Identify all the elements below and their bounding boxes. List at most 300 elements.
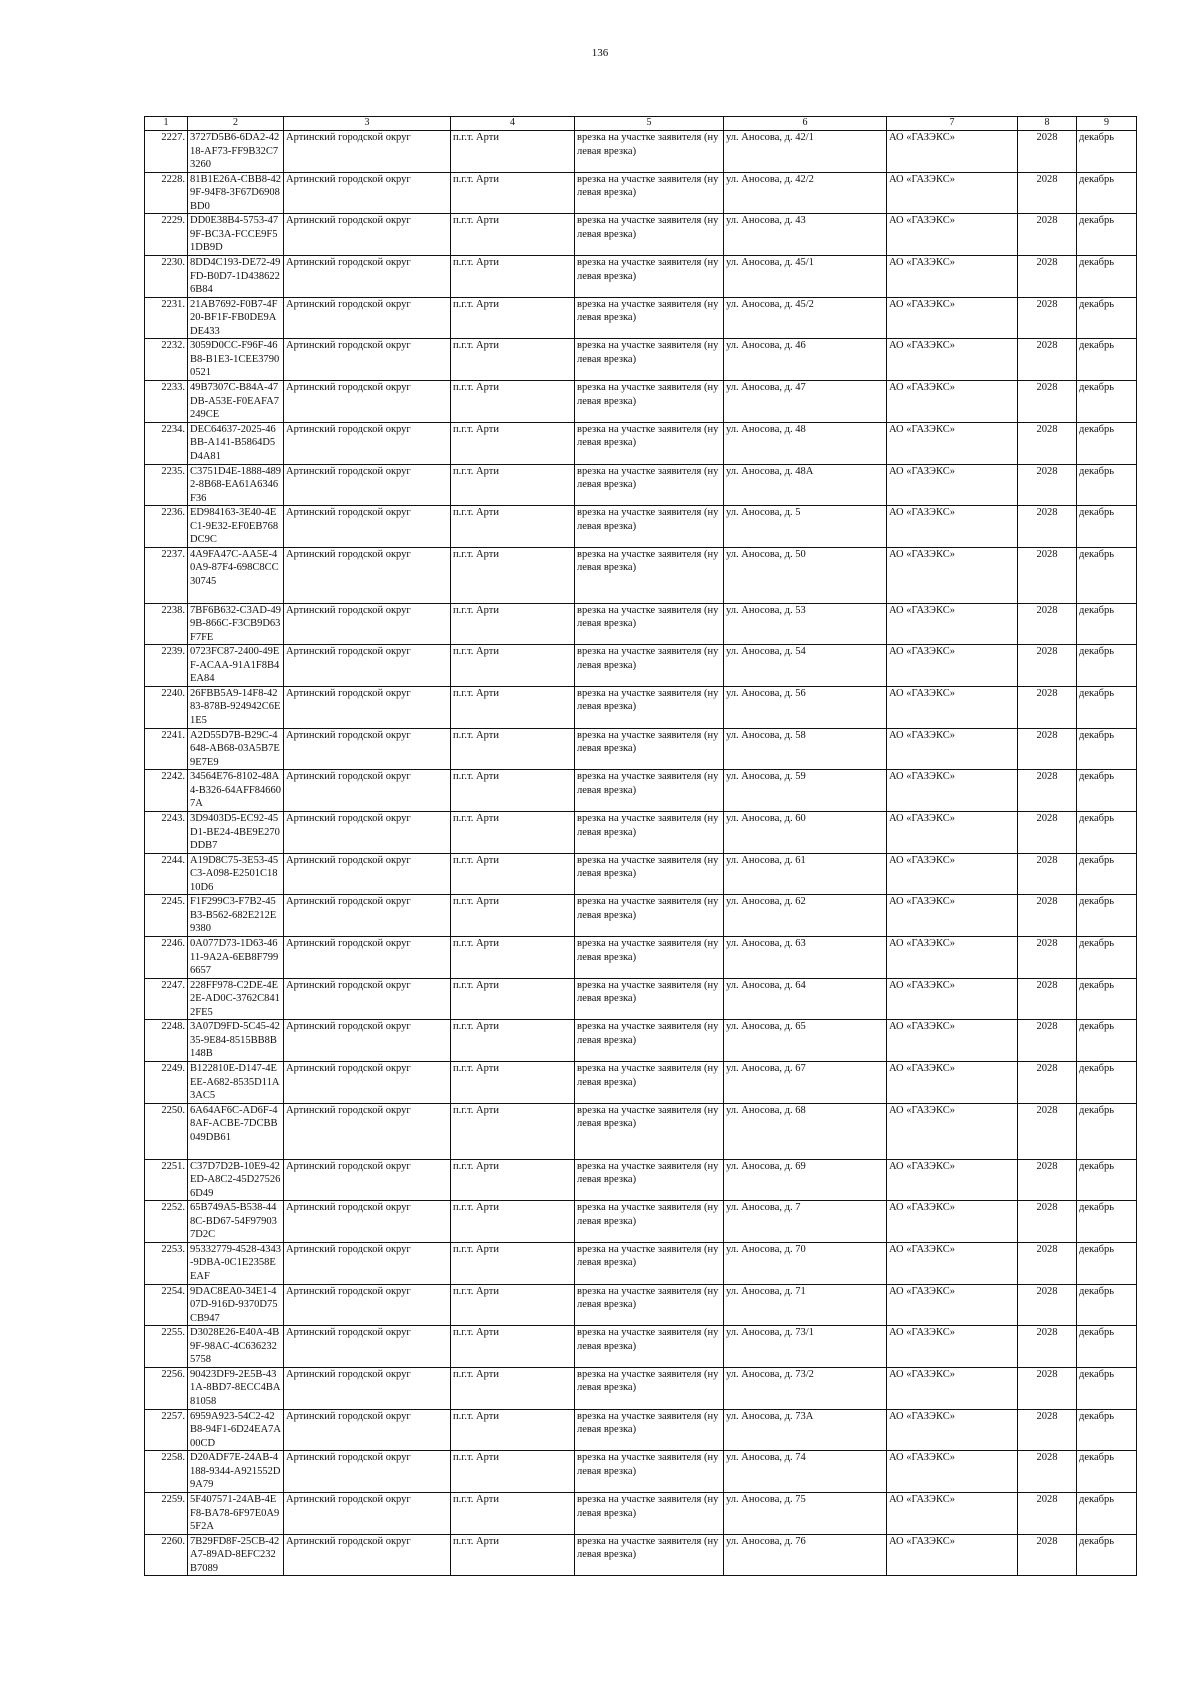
- organization-cell: АО «ГАЗЭКС»: [887, 853, 1018, 895]
- column-header-8: 8: [1018, 117, 1077, 131]
- organization-cell: АО «ГАЗЭКС»: [887, 686, 1018, 728]
- work-type-cell: врезка на участке заявителя (нулевая врезка): [575, 422, 724, 464]
- organization-cell: АО «ГАЗЭКС»: [887, 1493, 1018, 1535]
- locality-name-cell: п.г.т. Арти: [451, 1451, 575, 1493]
- year-cell: 2028: [1018, 464, 1077, 506]
- year-cell: 2028: [1018, 172, 1077, 214]
- district-name-cell: Артинский городской округ: [284, 1201, 451, 1243]
- object-guid-cell: 95332779-4528-4343-9DBA-0C1E2358EEAF: [188, 1242, 284, 1284]
- address-cell: ул. Аносова, д. 47: [724, 381, 887, 423]
- district-name-cell: Артинский городской округ: [284, 770, 451, 812]
- district-name-cell: Артинский городской округ: [284, 1242, 451, 1284]
- locality-name-cell: п.г.т. Арти: [451, 422, 575, 464]
- object-guid-cell: A2D55D7B-B29C-4648-AB68-03A5B7E9E7E9: [188, 728, 284, 770]
- work-type-cell: врезка на участке заявителя (нулевая врезка): [575, 547, 724, 603]
- object-guid-cell: D20ADF7E-24AB-4188-9344-A921552D9A79: [188, 1451, 284, 1493]
- column-header-4: 4: [451, 117, 575, 131]
- address-cell: ул. Аносова, д. 67: [724, 1062, 887, 1104]
- column-header-5: 5: [575, 117, 724, 131]
- year-cell: 2028: [1018, 256, 1077, 298]
- locality-name-cell: п.г.т. Арти: [451, 645, 575, 687]
- month-cell: декабрь: [1077, 339, 1137, 381]
- table-row: [145, 131, 1137, 173]
- object-guid-cell: 3D9403D5-EC92-45D1-BE24-4BE9E270DDB7: [188, 812, 284, 854]
- district-name-cell: Артинский городской округ: [284, 645, 451, 687]
- table-row: [145, 214, 1137, 256]
- row-number-cell: 2249.: [145, 1062, 188, 1104]
- month-cell: декабрь: [1077, 1201, 1137, 1243]
- object-guid-cell: 7B29FD8F-25CB-42A7-89AD-8EFC232B7089: [188, 1534, 284, 1576]
- object-guid-cell: C3751D4E-1888-4892-8B68-EA61A6346F36: [188, 464, 284, 506]
- organization-cell: АО «ГАЗЭКС»: [887, 978, 1018, 1020]
- year-cell: 2028: [1018, 978, 1077, 1020]
- district-name-cell: Артинский городской округ: [284, 256, 451, 298]
- work-type-cell: врезка на участке заявителя (нулевая врезка): [575, 895, 724, 937]
- district-name-cell: Артинский городской округ: [284, 895, 451, 937]
- month-cell: декабрь: [1077, 547, 1137, 603]
- address-cell: ул. Аносова, д. 42/1: [724, 131, 887, 173]
- page-number: 136: [591, 47, 609, 59]
- work-type-cell: врезка на участке заявителя (нулевая врезка): [575, 937, 724, 979]
- work-type-cell: врезка на участке заявителя (нулевая врезка): [575, 1326, 724, 1368]
- object-guid-cell: DEC64637-2025-46BB-A141-B5864D5D4A81: [188, 422, 284, 464]
- month-cell: декабрь: [1077, 812, 1137, 854]
- address-cell: ул. Аносова, д. 43: [724, 214, 887, 256]
- object-guid-cell: 228FF978-C2DE-4E2E-AD0C-3762C8412FE5: [188, 978, 284, 1020]
- locality-name-cell: п.г.т. Арти: [451, 381, 575, 423]
- row-number-cell: 2242.: [145, 770, 188, 812]
- organization-cell: АО «ГАЗЭКС»: [887, 256, 1018, 298]
- year-cell: 2028: [1018, 131, 1077, 173]
- address-cell: ул. Аносова, д. 64: [724, 978, 887, 1020]
- locality-name-cell: п.г.т. Арти: [451, 131, 575, 173]
- object-guid-cell: 90423DF9-2E5B-431A-8BD7-8ECC4BA81058: [188, 1367, 284, 1409]
- work-type-cell: врезка на участке заявителя (нулевая врезка): [575, 978, 724, 1020]
- row-number-cell: 2260.: [145, 1534, 188, 1576]
- month-cell: декабрь: [1077, 1326, 1137, 1368]
- year-cell: 2028: [1018, 1493, 1077, 1535]
- object-guid-cell: 65B749A5-B538-448C-BD67-54F979037D2C: [188, 1201, 284, 1243]
- object-guid-cell: C37D7D2B-10E9-42ED-A8C2-45D275266D49: [188, 1159, 284, 1201]
- address-cell: ул. Аносова, д. 54: [724, 645, 887, 687]
- month-cell: декабрь: [1077, 686, 1137, 728]
- organization-cell: АО «ГАЗЭКС»: [887, 1159, 1018, 1201]
- organization-cell: АО «ГАЗЭКС»: [887, 214, 1018, 256]
- address-cell: ул. Аносова, д. 46: [724, 339, 887, 381]
- work-type-cell: врезка на участке заявителя (нулевая врезка): [575, 1103, 724, 1159]
- table-row: [145, 1159, 1137, 1201]
- work-type-cell: врезка на участке заявителя (нулевая врезка): [575, 1534, 724, 1576]
- work-type-cell: врезка на участке заявителя (нулевая врезка): [575, 1242, 724, 1284]
- column-header-9: 9: [1077, 117, 1137, 131]
- row-number-cell: 2245.: [145, 895, 188, 937]
- district-name-cell: Артинский городской округ: [284, 381, 451, 423]
- organization-cell: АО «ГАЗЭКС»: [887, 172, 1018, 214]
- table-row: [145, 1201, 1137, 1243]
- organization-cell: АО «ГАЗЭКС»: [887, 1242, 1018, 1284]
- organization-cell: АО «ГАЗЭКС»: [887, 728, 1018, 770]
- month-cell: декабрь: [1077, 1367, 1137, 1409]
- district-name-cell: Артинский городской округ: [284, 172, 451, 214]
- district-name-cell: Артинский городской округ: [284, 214, 451, 256]
- month-cell: декабрь: [1077, 937, 1137, 979]
- work-type-cell: врезка на участке заявителя (нулевая врезка): [575, 1201, 724, 1243]
- row-number-cell: 2238.: [145, 603, 188, 645]
- month-cell: декабрь: [1077, 131, 1137, 173]
- organization-cell: АО «ГАЗЭКС»: [887, 339, 1018, 381]
- object-guid-cell: 3A07D9FD-5C45-4235-9E84-8515BB8B148B: [188, 1020, 284, 1062]
- locality-name-cell: п.г.т. Арти: [451, 1242, 575, 1284]
- table-row: [145, 978, 1137, 1020]
- month-cell: декабрь: [1077, 1493, 1137, 1535]
- table-row: [145, 1284, 1137, 1326]
- row-number-cell: 2232.: [145, 339, 188, 381]
- district-name-cell: Артинский городской округ: [284, 686, 451, 728]
- locality-name-cell: п.г.т. Арти: [451, 1493, 575, 1535]
- table-row: [145, 895, 1137, 937]
- year-cell: 2028: [1018, 728, 1077, 770]
- row-number-cell: 2237.: [145, 547, 188, 603]
- table-row: [145, 1493, 1137, 1535]
- year-cell: 2028: [1018, 603, 1077, 645]
- year-cell: 2028: [1018, 770, 1077, 812]
- organization-cell: АО «ГАЗЭКС»: [887, 770, 1018, 812]
- table-row: [145, 464, 1137, 506]
- row-number-cell: 2255.: [145, 1326, 188, 1368]
- year-cell: 2028: [1018, 853, 1077, 895]
- month-cell: декабрь: [1077, 172, 1137, 214]
- object-guid-cell: 0A077D73-1D63-4611-9A2A-6EB8F7996657: [188, 937, 284, 979]
- table-row: [145, 339, 1137, 381]
- year-cell: 2028: [1018, 1534, 1077, 1576]
- month-cell: декабрь: [1077, 214, 1137, 256]
- object-guid-cell: 8DD4C193-DE72-49FD-B0D7-1D4386226B84: [188, 256, 284, 298]
- work-type-cell: врезка на участке заявителя (нулевая врезка): [575, 381, 724, 423]
- month-cell: декабрь: [1077, 1451, 1137, 1493]
- object-guid-cell: 34564E76-8102-48A4-B326-64AFF846607A: [188, 770, 284, 812]
- object-guid-cell: D3028E26-E40A-4B9F-98AC-4C6362325758: [188, 1326, 284, 1368]
- year-cell: 2028: [1018, 645, 1077, 687]
- work-type-cell: врезка на участке заявителя (нулевая врезка): [575, 1493, 724, 1535]
- row-number-cell: 2253.: [145, 1242, 188, 1284]
- district-name-cell: Артинский городской округ: [284, 339, 451, 381]
- district-name-cell: Артинский городской округ: [284, 464, 451, 506]
- object-guid-cell: A19D8C75-3E53-45C3-A098-E2501C1810D6: [188, 853, 284, 895]
- object-guid-cell: 4A9FA47C-AA5E-40A9-87F4-698C8CC30745: [188, 547, 284, 603]
- work-type-cell: врезка на участке заявителя (нулевая врезка): [575, 1159, 724, 1201]
- month-cell: декабрь: [1077, 1409, 1137, 1451]
- month-cell: декабрь: [1077, 770, 1137, 812]
- address-cell: ул. Аносова, д. 75: [724, 1493, 887, 1535]
- locality-name-cell: п.г.т. Арти: [451, 1534, 575, 1576]
- row-number-cell: 2247.: [145, 978, 188, 1020]
- locality-name-cell: п.г.т. Арти: [451, 770, 575, 812]
- district-name-cell: Артинский городской округ: [284, 812, 451, 854]
- object-guid-cell: 26FBB5A9-14F8-4283-878B-924942C6E1E5: [188, 686, 284, 728]
- locality-name-cell: п.г.т. Арти: [451, 297, 575, 339]
- row-number-cell: 2233.: [145, 381, 188, 423]
- month-cell: декабрь: [1077, 256, 1137, 298]
- district-name-cell: Артинский городской округ: [284, 1103, 451, 1159]
- table-row: [145, 1326, 1137, 1368]
- work-type-cell: врезка на участке заявителя (нулевая врезка): [575, 172, 724, 214]
- locality-name-cell: п.г.т. Арти: [451, 339, 575, 381]
- locality-name-cell: п.г.т. Арти: [451, 1409, 575, 1451]
- organization-cell: АО «ГАЗЭКС»: [887, 1409, 1018, 1451]
- month-cell: декабрь: [1077, 422, 1137, 464]
- table-row: [145, 645, 1137, 687]
- schedule-table: [144, 116, 1137, 1576]
- row-number-cell: 2259.: [145, 1493, 188, 1535]
- district-name-cell: Артинский городской округ: [284, 131, 451, 173]
- year-cell: 2028: [1018, 1159, 1077, 1201]
- district-name-cell: Артинский городской округ: [284, 1159, 451, 1201]
- column-header-3: 3: [284, 117, 451, 131]
- work-type-cell: врезка на участке заявителя (нулевая врезка): [575, 464, 724, 506]
- row-number-cell: 2246.: [145, 937, 188, 979]
- object-guid-cell: 9DAC8EA0-34E1-407D-916D-9370D75CB947: [188, 1284, 284, 1326]
- table-row: [145, 506, 1137, 548]
- work-type-cell: врезка на участке заявителя (нулевая врезка): [575, 256, 724, 298]
- address-cell: ул. Аносова, д. 58: [724, 728, 887, 770]
- address-cell: ул. Аносова, д. 48А: [724, 464, 887, 506]
- row-number-cell: 2250.: [145, 1103, 188, 1159]
- district-name-cell: Артинский городской округ: [284, 1326, 451, 1368]
- year-cell: 2028: [1018, 214, 1077, 256]
- row-number-cell: 2256.: [145, 1367, 188, 1409]
- locality-name-cell: п.г.т. Арти: [451, 506, 575, 548]
- organization-cell: АО «ГАЗЭКС»: [887, 1062, 1018, 1104]
- locality-name-cell: п.г.т. Арти: [451, 978, 575, 1020]
- year-cell: 2028: [1018, 686, 1077, 728]
- table-row: [145, 1409, 1137, 1451]
- month-cell: декабрь: [1077, 1062, 1137, 1104]
- month-cell: декабрь: [1077, 1534, 1137, 1576]
- organization-cell: АО «ГАЗЭКС»: [887, 1451, 1018, 1493]
- district-name-cell: Артинский городской округ: [284, 1020, 451, 1062]
- object-guid-cell: 7BF6B632-C3AD-499B-866C-F3CB9D63F7FE: [188, 603, 284, 645]
- address-cell: ул. Аносова, д. 74: [724, 1451, 887, 1493]
- object-guid-cell: 21AB7692-F0B7-4F20-BF1F-FB0DE9ADE433: [188, 297, 284, 339]
- year-cell: 2028: [1018, 547, 1077, 603]
- locality-name-cell: п.г.т. Арти: [451, 686, 575, 728]
- month-cell: декабрь: [1077, 1284, 1137, 1326]
- table-row: [145, 728, 1137, 770]
- locality-name-cell: п.г.т. Арти: [451, 1159, 575, 1201]
- year-cell: 2028: [1018, 1284, 1077, 1326]
- organization-cell: АО «ГАЗЭКС»: [887, 812, 1018, 854]
- work-type-cell: врезка на участке заявителя (нулевая врезка): [575, 645, 724, 687]
- address-cell: ул. Аносова, д. 73А: [724, 1409, 887, 1451]
- row-number-cell: 2227.: [145, 131, 188, 173]
- locality-name-cell: п.г.т. Арти: [451, 1020, 575, 1062]
- year-cell: 2028: [1018, 937, 1077, 979]
- work-type-cell: врезка на участке заявителя (нулевая врезка): [575, 1451, 724, 1493]
- month-cell: декабрь: [1077, 1242, 1137, 1284]
- object-guid-cell: 81B1E26A-CBB8-429F-94F8-3F67D6908BD0: [188, 172, 284, 214]
- table-row: [145, 547, 1137, 603]
- row-number-cell: 2239.: [145, 645, 188, 687]
- locality-name-cell: п.г.т. Арти: [451, 1103, 575, 1159]
- month-cell: декабрь: [1077, 506, 1137, 548]
- work-type-cell: врезка на участке заявителя (нулевая врезка): [575, 1020, 724, 1062]
- district-name-cell: Артинский городской округ: [284, 728, 451, 770]
- organization-cell: АО «ГАЗЭКС»: [887, 1020, 1018, 1062]
- work-type-cell: врезка на участке заявителя (нулевая врезка): [575, 131, 724, 173]
- object-guid-cell: ED984163-3E40-4EC1-9E32-EF0EB768DC9C: [188, 506, 284, 548]
- organization-cell: АО «ГАЗЭКС»: [887, 645, 1018, 687]
- organization-cell: АО «ГАЗЭКС»: [887, 937, 1018, 979]
- table-row: [145, 381, 1137, 423]
- object-guid-cell: 49B7307C-B84A-47DB-A53E-F0EAFA7249CE: [188, 381, 284, 423]
- table-body: [145, 131, 1137, 1576]
- year-cell: 2028: [1018, 1103, 1077, 1159]
- row-number-cell: 2257.: [145, 1409, 188, 1451]
- locality-name-cell: п.г.т. Арти: [451, 1367, 575, 1409]
- work-type-cell: врезка на участке заявителя (нулевая врезка): [575, 214, 724, 256]
- organization-cell: АО «ГАЗЭКС»: [887, 895, 1018, 937]
- year-cell: 2028: [1018, 1451, 1077, 1493]
- table-row: [145, 422, 1137, 464]
- table-row: [145, 1062, 1137, 1104]
- district-name-cell: Артинский городской округ: [284, 422, 451, 464]
- district-name-cell: Артинский городской округ: [284, 1493, 451, 1535]
- locality-name-cell: п.г.т. Арти: [451, 895, 575, 937]
- row-number-cell: 2235.: [145, 464, 188, 506]
- organization-cell: АО «ГАЗЭКС»: [887, 422, 1018, 464]
- table-row: [145, 1020, 1137, 1062]
- table-row: [145, 603, 1137, 645]
- row-number-cell: 2243.: [145, 812, 188, 854]
- row-number-cell: 2252.: [145, 1201, 188, 1243]
- locality-name-cell: п.г.т. Арти: [451, 1201, 575, 1243]
- row-number-cell: 2254.: [145, 1284, 188, 1326]
- organization-cell: АО «ГАЗЭКС»: [887, 603, 1018, 645]
- column-header-7: 7: [887, 117, 1018, 131]
- organization-cell: АО «ГАЗЭКС»: [887, 381, 1018, 423]
- district-name-cell: Артинский городской округ: [284, 297, 451, 339]
- table-row: [145, 853, 1137, 895]
- address-cell: ул. Аносова, д. 48: [724, 422, 887, 464]
- organization-cell: АО «ГАЗЭКС»: [887, 1534, 1018, 1576]
- column-header-6: 6: [724, 117, 887, 131]
- address-cell: ул. Аносова, д. 60: [724, 812, 887, 854]
- object-guid-cell: 6959A923-54C2-42B8-94F1-6D24EA7A00CD: [188, 1409, 284, 1451]
- organization-cell: АО «ГАЗЭКС»: [887, 547, 1018, 603]
- year-cell: 2028: [1018, 1201, 1077, 1243]
- address-cell: ул. Аносова, д. 62: [724, 895, 887, 937]
- row-number-cell: 2236.: [145, 506, 188, 548]
- row-number-cell: 2230.: [145, 256, 188, 298]
- row-number-cell: 2228.: [145, 172, 188, 214]
- address-cell: ул. Аносова, д. 50: [724, 547, 887, 603]
- district-name-cell: Артинский городской округ: [284, 978, 451, 1020]
- district-name-cell: Артинский городской округ: [284, 547, 451, 603]
- address-cell: ул. Аносова, д. 68: [724, 1103, 887, 1159]
- district-name-cell: Артинский городской округ: [284, 853, 451, 895]
- table-row: [145, 1242, 1137, 1284]
- address-cell: ул. Аносова, д. 76: [724, 1534, 887, 1576]
- row-number-cell: 2234.: [145, 422, 188, 464]
- month-cell: декабрь: [1077, 1020, 1137, 1062]
- work-type-cell: врезка на участке заявителя (нулевая врезка): [575, 603, 724, 645]
- table-row: [145, 256, 1137, 298]
- work-type-cell: врезка на участке заявителя (нулевая врезка): [575, 1409, 724, 1451]
- district-name-cell: Артинский городской округ: [284, 603, 451, 645]
- row-number-cell: 2258.: [145, 1451, 188, 1493]
- locality-name-cell: п.г.т. Арти: [451, 1062, 575, 1104]
- object-guid-cell: 0723FC87-2400-49EF-ACAA-91A1F8B4EA84: [188, 645, 284, 687]
- column-header-1: 1: [145, 117, 188, 131]
- column-header-2: 2: [188, 117, 284, 131]
- year-cell: 2028: [1018, 1020, 1077, 1062]
- address-cell: ул. Аносова, д. 53: [724, 603, 887, 645]
- locality-name-cell: п.г.т. Арти: [451, 214, 575, 256]
- row-number-cell: 2231.: [145, 297, 188, 339]
- work-type-cell: врезка на участке заявителя (нулевая врезка): [575, 1284, 724, 1326]
- year-cell: 2028: [1018, 1242, 1077, 1284]
- work-type-cell: врезка на участке заявителя (нулевая врезка): [575, 686, 724, 728]
- row-number-cell: 2251.: [145, 1159, 188, 1201]
- address-cell: ул. Аносова, д. 42/2: [724, 172, 887, 214]
- object-guid-cell: 3727D5B6-6DA2-4218-AF73-FF9B32C73260: [188, 131, 284, 173]
- month-cell: декабрь: [1077, 381, 1137, 423]
- work-type-cell: врезка на участке заявителя (нулевая врезка): [575, 339, 724, 381]
- table-row: [145, 937, 1137, 979]
- year-cell: 2028: [1018, 895, 1077, 937]
- locality-name-cell: п.г.т. Арти: [451, 1326, 575, 1368]
- address-cell: ул. Аносова, д. 71: [724, 1284, 887, 1326]
- address-cell: ул. Аносова, д. 63: [724, 937, 887, 979]
- object-guid-cell: 3059D0CC-F96F-46B8-B1E3-1CEE37900521: [188, 339, 284, 381]
- organization-cell: АО «ГАЗЭКС»: [887, 506, 1018, 548]
- district-name-cell: Артинский городской округ: [284, 1409, 451, 1451]
- district-name-cell: Артинский городской округ: [284, 1534, 451, 1576]
- address-cell: ул. Аносова, д. 45/2: [724, 297, 887, 339]
- table-row: [145, 297, 1137, 339]
- object-guid-cell: 6A64AF6C-AD6F-48AF-ACBE-7DCBB049DB61: [188, 1103, 284, 1159]
- locality-name-cell: п.г.т. Арти: [451, 1284, 575, 1326]
- month-cell: декабрь: [1077, 603, 1137, 645]
- table-header: [145, 117, 1137, 131]
- year-cell: 2028: [1018, 812, 1077, 854]
- work-type-cell: врезка на участке заявителя (нулевая врезка): [575, 1367, 724, 1409]
- table-row: [145, 770, 1137, 812]
- address-cell: ул. Аносова, д. 7: [724, 1201, 887, 1243]
- year-cell: 2028: [1018, 1062, 1077, 1104]
- address-cell: ул. Аносова, д. 69: [724, 1159, 887, 1201]
- district-name-cell: Артинский городской округ: [284, 1367, 451, 1409]
- organization-cell: АО «ГАЗЭКС»: [887, 1367, 1018, 1409]
- address-cell: ул. Аносова, д. 5: [724, 506, 887, 548]
- table-row: [145, 1451, 1137, 1493]
- month-cell: декабрь: [1077, 297, 1137, 339]
- work-type-cell: врезка на участке заявителя (нулевая врезка): [575, 812, 724, 854]
- address-cell: ул. Аносова, д. 73/1: [724, 1326, 887, 1368]
- address-cell: ул. Аносова, д. 65: [724, 1020, 887, 1062]
- locality-name-cell: п.г.т. Арти: [451, 256, 575, 298]
- year-cell: 2028: [1018, 1367, 1077, 1409]
- month-cell: декабрь: [1077, 853, 1137, 895]
- address-cell: ул. Аносова, д. 56: [724, 686, 887, 728]
- work-type-cell: врезка на участке заявителя (нулевая врезка): [575, 728, 724, 770]
- table-row: [145, 1367, 1137, 1409]
- year-cell: 2028: [1018, 339, 1077, 381]
- locality-name-cell: п.г.т. Арти: [451, 937, 575, 979]
- district-name-cell: Артинский городской округ: [284, 1062, 451, 1104]
- month-cell: декабрь: [1077, 895, 1137, 937]
- organization-cell: АО «ГАЗЭКС»: [887, 1103, 1018, 1159]
